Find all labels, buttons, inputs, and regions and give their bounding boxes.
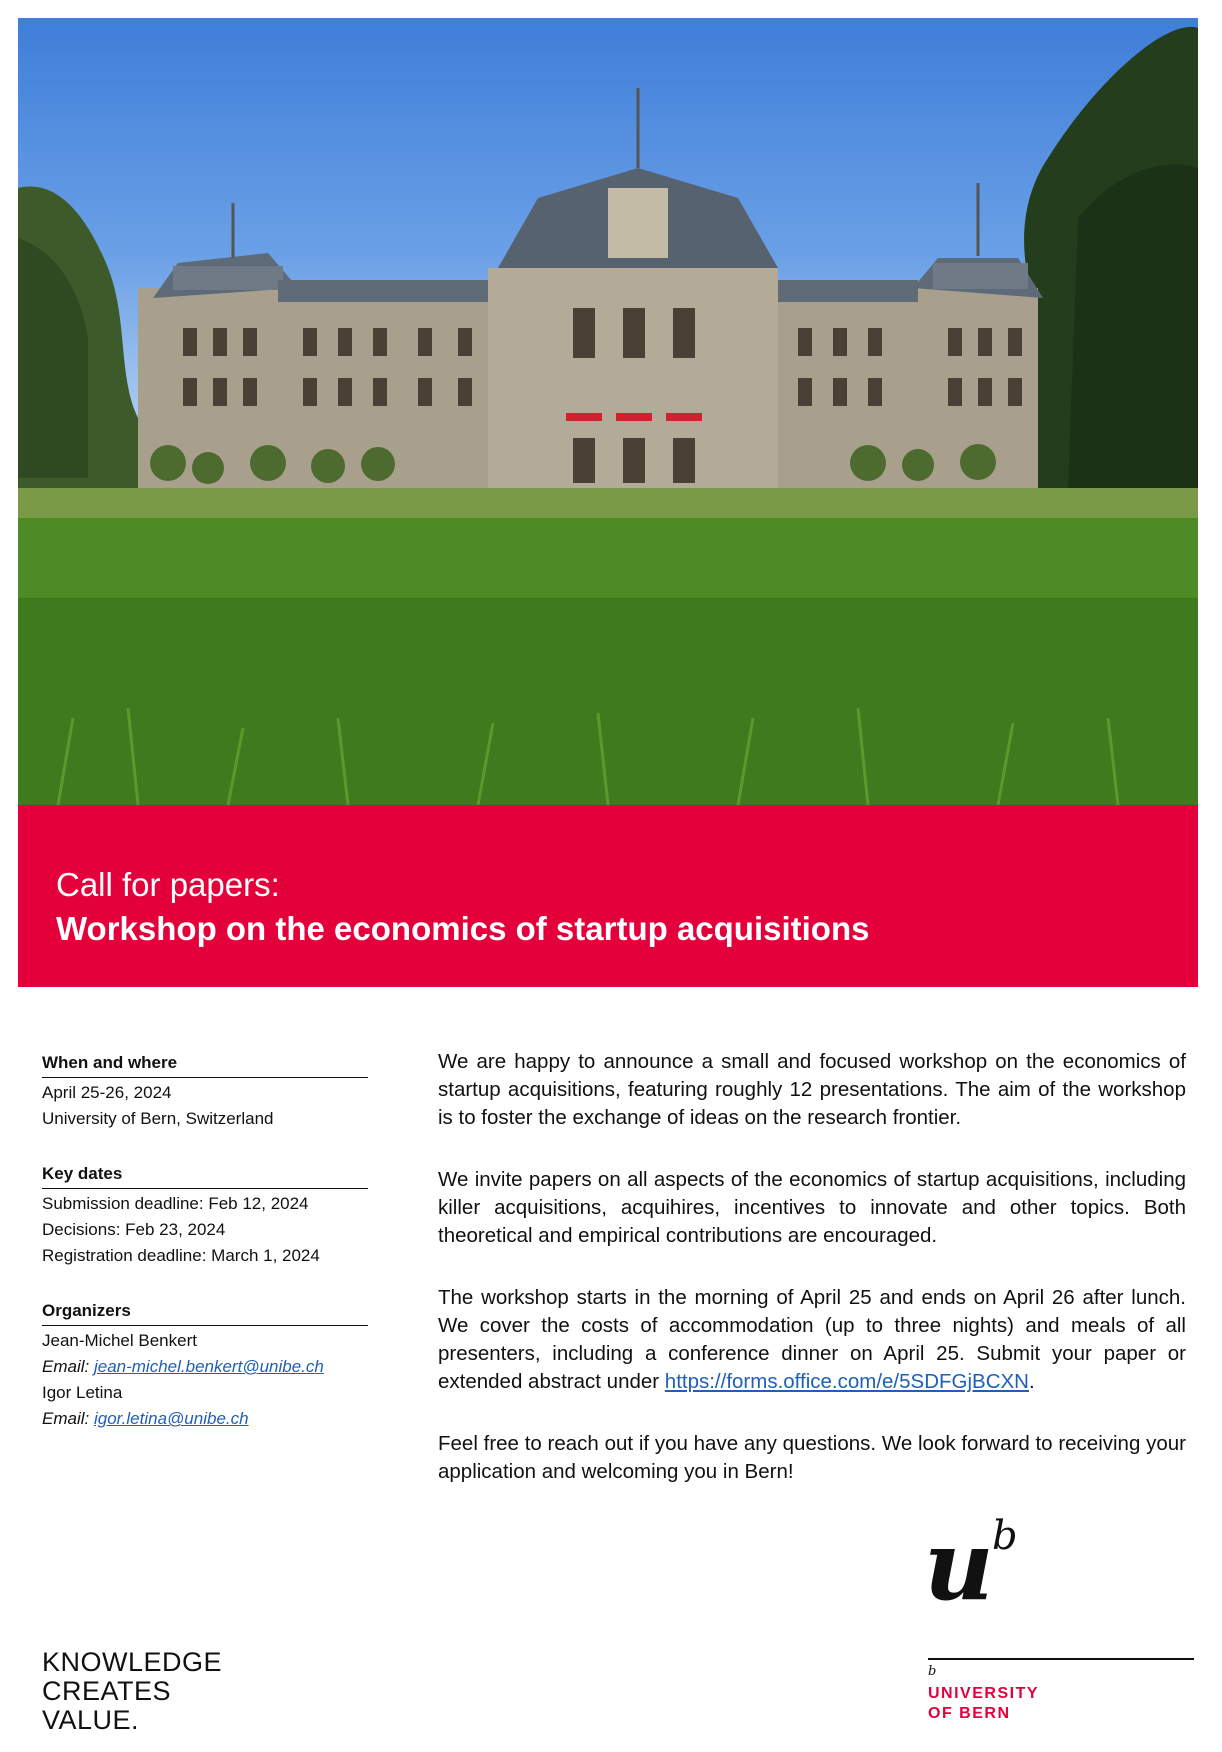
registration-deadline: Registration deadline: March 1, 2024 xyxy=(42,1246,320,1265)
organizers-heading: Organizers xyxy=(42,1298,368,1326)
organizer-name: Igor Letina xyxy=(42,1383,123,1402)
organizer-email-row xyxy=(42,1354,368,1380)
scope-paragraph-block xyxy=(438,1166,1186,1250)
logistics-text: The workshop starts in the morning of April 25 and ends on April 26 after lunch. We cover the costs of accommodation (up to three nights) and meals of all presenters, including a conference dinner on April 25. Submit your paper or extended abstract under xyxy=(438,1286,1186,1393)
banner-subtitle: Call for papers: xyxy=(56,866,280,903)
slogan-line: CREATES xyxy=(42,1676,172,1706)
email-label: Email: xyxy=(42,1357,90,1376)
logo-divider xyxy=(928,1658,1194,1660)
when-where-section xyxy=(42,1050,368,1132)
logo-mark-b: b xyxy=(992,1513,1018,1559)
when-where-heading: When and where xyxy=(42,1050,368,1078)
logo-mark-u: u xyxy=(924,1509,994,1622)
organizer-name: Jean-Michel Benkert xyxy=(42,1331,197,1350)
organizer-email-row xyxy=(42,1406,368,1432)
logistics-end: . xyxy=(1028,1370,1035,1393)
closing-paragraph-block xyxy=(438,1430,1186,1486)
key-dates-section xyxy=(42,1161,368,1269)
event-location: University of Bern, Switzerland xyxy=(42,1109,274,1128)
organizer-email-link[interactable]: igor.letina@unibe.ch xyxy=(93,1409,249,1428)
university-of-bern-logo xyxy=(924,1509,1194,1748)
event-date: April 25-26, 2024 xyxy=(42,1083,172,1102)
key-dates-heading: Key dates xyxy=(42,1161,368,1189)
logo-university-name xyxy=(928,1684,1039,1724)
logo-small-b: b xyxy=(928,1664,937,1679)
hero-photo-university-building xyxy=(18,18,1198,805)
slogan-line: VALUE. xyxy=(42,1705,140,1735)
logistics-paragraph xyxy=(438,1284,1186,1396)
intro-paragraph-block xyxy=(438,1048,1186,1132)
email-label: Email: xyxy=(42,1409,90,1428)
intro-paragraph: We are happy to announce a small and focused workshop on the economics of startup acquisitions, featuring roughly 12 presentations. The aim of the workshop is to foster the exchange of ideas on the research frontier. xyxy=(438,1050,1186,1129)
knowledge-creates-value-slogan xyxy=(42,1648,222,1735)
submission-deadline: Submission deadline: Feb 12, 2024 xyxy=(42,1194,309,1213)
submission-form-link[interactable]: https://forms.office.com/e/5SDFGjBCXN xyxy=(664,1370,1029,1393)
organizers-section xyxy=(42,1298,368,1432)
closing-paragraph: Feel free to reach out if you have any questions. We look forward to receiving your application and welcoming you in Bern! xyxy=(438,1432,1186,1483)
title-banner xyxy=(18,805,1198,987)
logistics-paragraph-block xyxy=(438,1284,1186,1396)
decisions-date: Decisions: Feb 23, 2024 xyxy=(42,1220,226,1239)
building-illustration xyxy=(18,18,1198,805)
scope-paragraph: We invite papers on all aspects of the economics of startup acquisitions, including killer acquisitions, acquihires, incentives to innovate and other topics. Both theoretical and empirical contributions are encouraged. xyxy=(438,1168,1186,1247)
logo-name-line: OF BERN xyxy=(928,1705,1011,1722)
organizer-email-link[interactable]: jean-michel.benkert@unibe.ch xyxy=(93,1357,324,1376)
banner-title: Workshop on the economics of startup acquisitions xyxy=(56,910,870,947)
slogan-line: KNOWLEDGE xyxy=(42,1647,223,1677)
logo-name-line: UNIVERSITY xyxy=(928,1685,1040,1702)
